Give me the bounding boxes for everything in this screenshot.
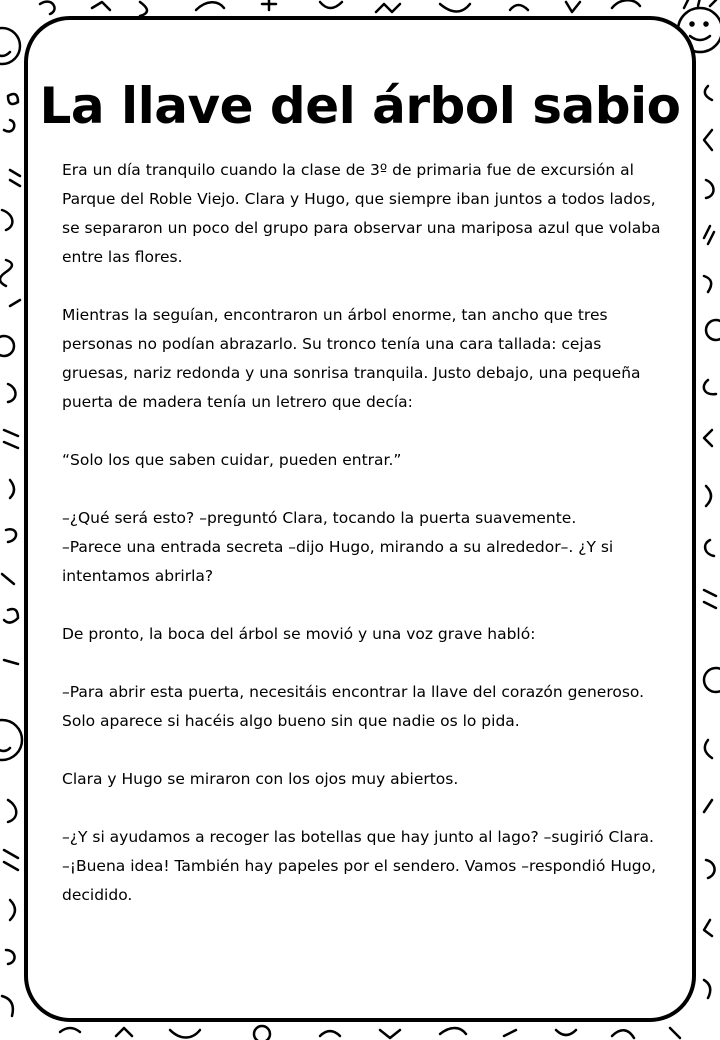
- story-paragraph: Clara y Hugo se miraron con los ojos muy abiertos.: [62, 770, 459, 788]
- story-sign-quote: “Solo los que saben cuidar, pueden entrar.”: [62, 451, 402, 469]
- story-paragraph: Mientras la seguían, encontraron un árbol enorme, tan ancho que tres personas no podían abrazarlo. Su tronco tenía una cara tallada: cejas gruesas, nariz redonda y una sonrisa tranquila. Justo debajo, una pequeña puerta de madera tenía un letrero que decía:: [62, 306, 641, 411]
- story-card: [24, 16, 696, 1022]
- dialogue-line: –Parece una entrada secreta –dijo Hugo, mirando a su alrededor–. ¿Y si intentamos abrirla?: [62, 538, 614, 585]
- right-doodles-decoration: [704, 86, 720, 998]
- story-body: [62, 156, 662, 939]
- story-paragraph: Era un día tranquilo cuando la clase de 3º de primaria fue de excursión al Parque del Roble Viejo. Clara y Hugo, que siempre iban juntos a todos lados, se separaron un poco del grupo para observar una mariposa azul que volaba entre las flores.: [62, 161, 661, 266]
- bottom-doodles-decoration: [60, 1026, 680, 1040]
- story-paragraph: De pronto, la boca del árbol se movió y una voz grave habló:: [62, 625, 536, 643]
- dialogue-line: –¿Y si ayudamos a recoger las botellas que hay junto al lago? –sugirió Clara.: [62, 828, 654, 846]
- left-doodles-decoration: [0, 94, 22, 1016]
- page-title: La llave del árbol sabio: [39, 77, 681, 135]
- dialogue-line: –¿Qué será esto? –preguntó Clara, tocando la puerta suavemente.: [62, 509, 577, 527]
- dialogue-line: –¡Buena idea! También hay papeles por el sendero. Vamos –respondió Hugo, decidido.: [62, 857, 657, 904]
- top-doodles-decoration: [40, 0, 640, 16]
- smiley-face-icon: [0, 28, 20, 64]
- dialogue-line: –Para abrir esta puerta, necesitáis encontrar la llave del corazón generoso. Solo aparece si hacéis algo bueno sin que nadie os lo pida.: [62, 683, 645, 730]
